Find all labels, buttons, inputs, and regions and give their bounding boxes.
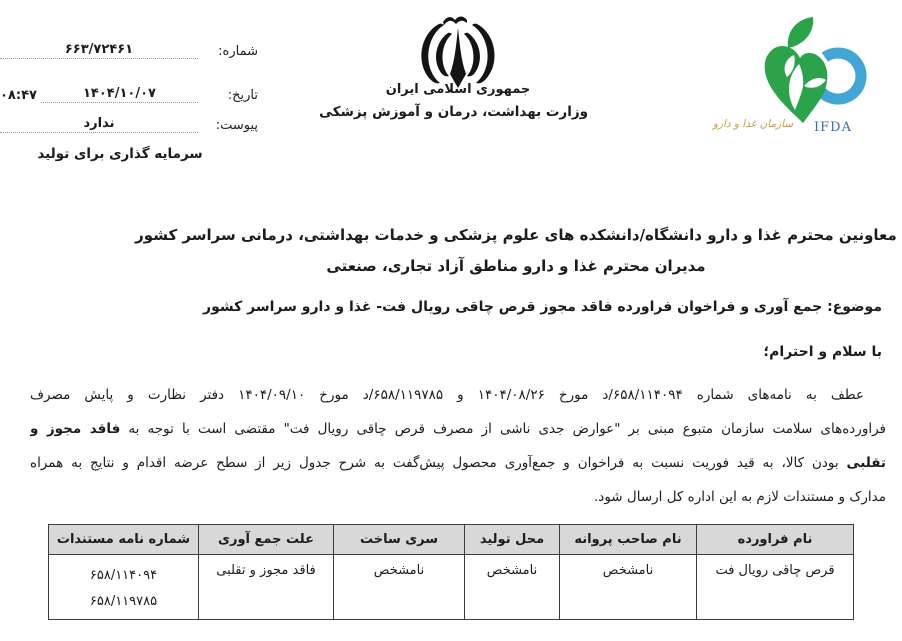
ifda-logo-icon <box>688 14 878 126</box>
letter-number-row <box>0 42 258 59</box>
doc-letter-number-1: ۶۵۸/۱۱۴۰۹۴ <box>89 568 158 583</box>
ifda-acronym: IFDA <box>814 120 852 135</box>
investment-note: سرمایه گذاری برای تولید <box>37 146 203 162</box>
table-header-row <box>49 525 854 555</box>
body-paragraph <box>30 378 886 514</box>
letter-date-row <box>0 86 258 103</box>
cell-recall-reason: فاقد مجوز و تقلبی <box>199 555 334 620</box>
cell-product-name: قرص چاقی رویال فت <box>697 555 854 620</box>
table-row <box>49 555 854 620</box>
iran-emblem-icon <box>404 12 512 84</box>
attachment-value: ندارد <box>0 116 198 133</box>
time-value: ۰۸:۴۷ <box>0 88 37 103</box>
col-header-recall-reason: علت جمع آوری <box>199 525 334 555</box>
cell-doc-numbers <box>49 555 199 620</box>
addressee-line-1: معاونین محترم غذا و دارو دانشگاه/دانشکده های علوم پزشکی و خدمات بهداشتی، درمانی سراسر کشور <box>135 226 897 244</box>
number-value: ۶۶۳/۷۲۴۶۱ <box>0 42 198 59</box>
body-line-4: مدارک و مستندات لازم به این اداره کل ارسال شود. <box>594 489 886 505</box>
col-header-license-holder: نام صاحب پروانه <box>560 525 697 555</box>
body-line-1: عطف به نامه‌های شماره ۶۵۸/۱۱۴۰۹۴/د مورخ ۱۴۰۴/۰۸/۲۶ و ۶۵۸/۱۱۹۷۸۵/د مورخ ۱۴۰۴/۰۹/۱۰ دفتر نظارت و پایش مصرف <box>30 387 864 403</box>
cell-production-site: نامشخص <box>465 555 560 620</box>
body-line-3 <box>30 446 886 480</box>
col-header-doc-numbers: شماره نامه مستندات <box>49 525 199 555</box>
letterhead-country: جمهوری اسلامی ایران <box>385 82 531 97</box>
col-header-batch-number: سری ساخت <box>334 525 465 555</box>
body-line-3-bold: تقلبی <box>846 455 886 471</box>
ifda-logo <box>688 14 878 144</box>
ifda-org-name: سازمان غذا و دارو <box>712 118 794 130</box>
body-line-2 <box>30 412 886 446</box>
salutation: با سلام و احترام؛ <box>763 344 882 360</box>
subject-line: موضوع: جمع آوری و فراخوان فراورده فاقد مجوز قرص چاقی رویال فت- غذا و دارو سراسر کشور <box>203 299 882 315</box>
addressee-line-2: مدیران محترم غذا و دارو مناطق آزاد تجاری، صنعتی <box>326 257 706 275</box>
doc-letter-number-2: ۶۵۸/۱۱۹۷۸۵ <box>89 594 158 609</box>
cell-batch-number: نامشخص <box>334 555 465 620</box>
recall-table <box>48 524 854 620</box>
addressee-block <box>130 220 902 282</box>
cell-license-holder: نامشخص <box>560 555 697 620</box>
date-label: تاریخ: <box>227 88 258 103</box>
body-line-2-bold: فاقد مجوز و <box>30 421 121 437</box>
body-line-3-text: بودن کالا، به قید فوریت نسبت به فراخوان و جمع‌آوری محصول پیش‌گفت به شرح جدول زیر از سطح عرضه اقدام و نتایج به همراه <box>30 455 847 471</box>
number-label: شماره: <box>218 44 258 59</box>
letter-attachment-row <box>0 116 258 133</box>
date-value: ۱۴۰۴/۱۰/۰۷ <box>41 86 198 103</box>
col-header-product-name: نام فراورده <box>697 525 854 555</box>
body-line-2-text: فراورده‌های سلامت سازمان متبوع مبنی بر "عوارض جدی ناشی از مصرف قرص چاقی رویال فت" مقتضی است با توجه به <box>120 421 886 437</box>
letterhead-ministry: وزارت بهداشت، درمان و آموزش پزشکی <box>319 104 588 120</box>
attachment-label: پیوست: <box>215 118 258 133</box>
col-header-production-site: محل تولید <box>465 525 560 555</box>
